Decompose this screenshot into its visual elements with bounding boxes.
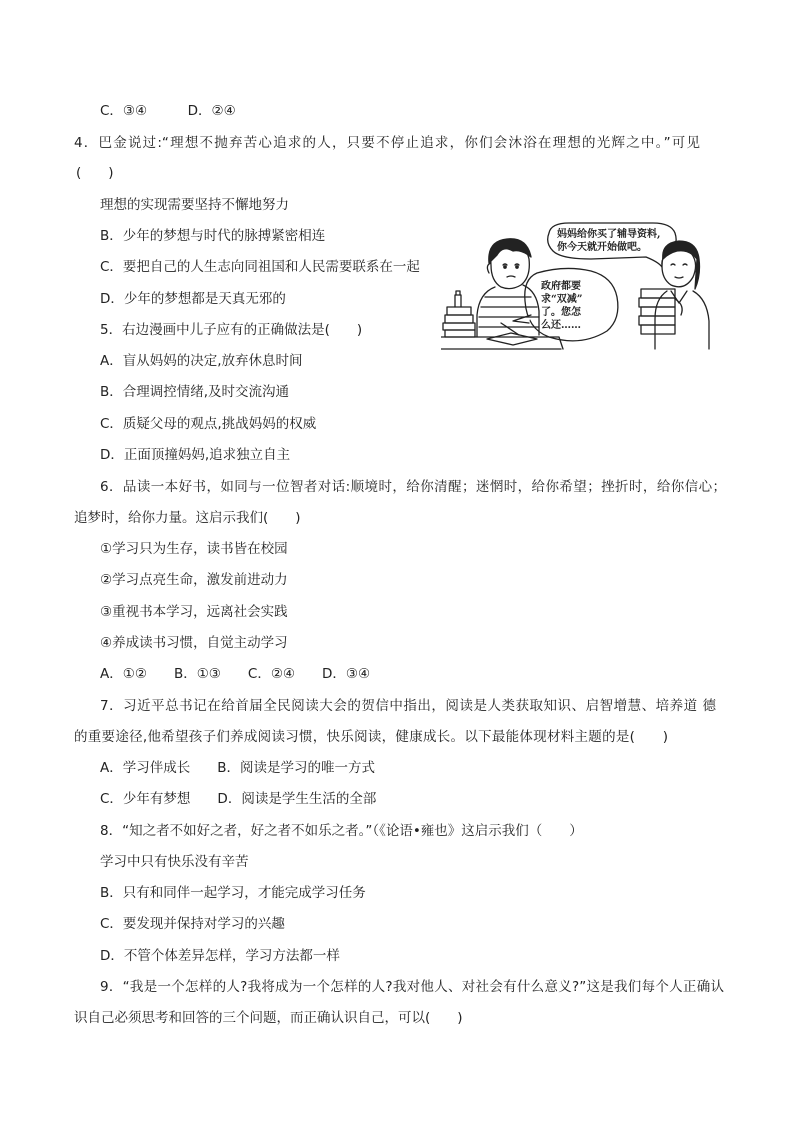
statement-line: ①学习只为生存，读书皆在校园 (100, 541, 288, 557)
option-line: A．盲从妈妈的决定,放弃休息时间 (100, 353, 303, 369)
option-line: 学习中只有快乐没有辛苦 (100, 854, 249, 870)
son-speech-line: 了。您怎 (541, 307, 581, 318)
option-line: B．只有和同伴一起学习，才能完成学习任务 (100, 885, 366, 901)
option-line: C．要发现并保持对学习的兴趣 (100, 916, 285, 932)
option-line: 理想的实现需要坚持不懈地努力 (100, 197, 289, 213)
answer-bracket: ( ) (76, 165, 114, 181)
option-line: A．①② B．①③ C．②④ D．③④ (100, 666, 371, 682)
son-speech-line: 求“双减” (541, 294, 583, 305)
option-line: A．学习伴成长 B．阅读是学习的唯一方式 (100, 760, 375, 776)
question-7-stem-cont: 的重要途径,他希望孩子们养成阅读习惯，快乐阅读，健康成长。以下最能体现材料主题的是( ) (74, 729, 668, 745)
statement-line: ④养成读书习惯，自觉主动学习 (100, 635, 288, 651)
question-9-stem-cont: 识自己必须思考和回答的三个问题，而正确认识自己，可以( ) (74, 1010, 463, 1026)
son-speech-line: 政府都要 (541, 281, 581, 292)
option-line: D．正面顶撞妈妈,追求独立自主 (100, 447, 291, 463)
question-6-stem-cont: 追梦时，给你力量。这启示我们( ) (74, 510, 301, 526)
option-line: D．不管个体差异怎样，学习方法都一样 (100, 948, 340, 964)
comic-illustration (441, 219, 715, 355)
option-line: C．③④ D．②④ (100, 103, 236, 119)
option-line: C．要把自己的人生志向同祖国和人民需要联系在一起 (100, 259, 420, 275)
option-line: C．少年有梦想 D．阅读是学生生活的全部 (100, 791, 377, 807)
statement-line: ②学习点亮生命，激发前进动力 (100, 572, 288, 588)
statement-line: ③重视书本学习，远离社会实践 (100, 604, 288, 620)
question-4-stem: 4．巴金说过:“理想不抛弃苦心追求的人，只要不停止追求，你们会沐浴在理想的光辉之中。”可见 (74, 135, 700, 151)
son-speech-line: 么还…… (541, 320, 581, 331)
question-6-stem: 6．品读一本好书，如同与一位智者对话:顺境时，给你清醒；迷惘时，给你希望；挫折时，给你信心； (100, 479, 726, 495)
question-7-stem: 7．习近平总书记在给首届全民阅读大会的贺信中指出，阅读是人类获取知识、启智增慧、培养道 德 (100, 698, 716, 714)
question-5-stem: 5．右边漫画中儿子应有的正确做法是( ) (100, 322, 363, 338)
mother-speech-line: 妈妈给你买了辅导资料, (557, 229, 661, 240)
option-line: B．合理调控情绪,及时交流沟通 (100, 384, 290, 400)
option-line: C．质疑父母的观点,挑战妈妈的权威 (100, 416, 317, 432)
option-line: D．少年的梦想都是天真无邪的 (100, 291, 286, 307)
mother-speech-line: 你今天就开始做吧。 (557, 242, 647, 253)
question-9-stem: 9．“我是一个怎样的人?我将成为一个怎样的人?我对他人、对社会有什么意义?”这是我们每个人正确认 (100, 979, 724, 995)
option-line: B．少年的梦想与时代的脉搏紧密相连 (100, 228, 326, 244)
question-8-stem: 8．“知之者不如好之者，好之者不如乐之者。”（《论语•雍也》这启示我们（ ） (100, 823, 583, 839)
